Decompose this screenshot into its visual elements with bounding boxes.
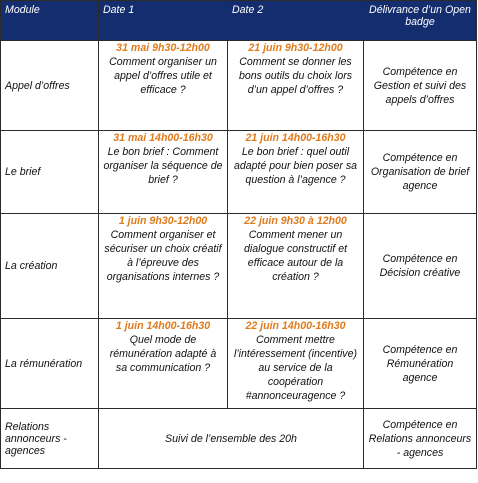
module-name: La rémunération [1, 319, 99, 409]
date-1-cell [99, 214, 228, 319]
session-description: Comment organiser et sécuriser un choix créatif à l’épreuve des organisations internes ? [104, 229, 222, 283]
table-row [1, 214, 477, 319]
session-description: Comment se donner les bons outils du choix lors d’un appel d’offres ? [238, 56, 353, 96]
date-1-cell [99, 131, 228, 214]
header-row [1, 1, 477, 41]
date-1-cell [99, 41, 228, 131]
table-row [1, 319, 477, 409]
session-date: 22 juin 9h30 à 12h00 [244, 215, 347, 227]
module-name: La création [1, 214, 99, 319]
session-description: Quel mode de rémunération adapté à sa communication ? [109, 334, 217, 374]
session-date: 22 juin 14h00-16h30 [245, 320, 346, 332]
module-name: Appel d’offres [1, 41, 99, 131]
date-2-cell [228, 319, 364, 409]
session-description: Comment organiser un appel d’offres utile et efficace ? [109, 56, 217, 96]
table-row [1, 41, 477, 131]
session-description: Comment mener un dialogue constructif et efficace autour de la création ? [243, 229, 348, 283]
header-open-badge: Délivrance d’un Open badge [364, 1, 477, 41]
date-2-cell [228, 214, 364, 319]
table-row [1, 409, 477, 469]
open-badge-competence: Compétence en Gestion et suivi des appels d’offres [364, 41, 477, 131]
session-date: 21 juin 9h30-12h00 [248, 42, 343, 54]
date-2-cell [228, 131, 364, 214]
header-date-2: Date 2 [228, 1, 364, 41]
table-row [1, 131, 477, 214]
session-date: 31 mai 14h00-16h30 [113, 132, 213, 144]
session-date: 1 juin 14h00-16h30 [115, 320, 211, 332]
session-description: Le bon brief : quel outil adapté pour bien poser sa question à l’agence ? [233, 146, 358, 186]
module-name: Le brief [1, 131, 99, 214]
open-badge-competence: Compétence en Rémunération agence [364, 319, 477, 409]
date-1-cell [99, 319, 228, 409]
header-date-1: Date 1 [99, 1, 228, 41]
header-module: Module [1, 1, 99, 41]
open-badge-competence: Compétence en Relations annonceurs - agences [364, 409, 477, 469]
full-program-cell: Suivi de l’ensemble des 20h [99, 409, 364, 469]
session-date: 31 mai 9h30-12h00 [116, 42, 210, 54]
date-2-cell [228, 41, 364, 131]
open-badge-competence: Compétence en Organisation de brief agence [364, 131, 477, 214]
session-date: 1 juin 9h30-12h00 [118, 215, 208, 227]
module-name: Relations annonceurs - agences [1, 409, 99, 469]
open-badge-competence: Compétence en Décision créative [364, 214, 477, 319]
session-description: Le bon brief : Comment organiser la séquence de brief ? [103, 146, 223, 186]
session-description: Comment mettre l’intéressement (incentive) au service de la coopération #annonceuragence ? [233, 334, 358, 402]
session-date: 21 juin 14h00-16h30 [245, 132, 346, 144]
